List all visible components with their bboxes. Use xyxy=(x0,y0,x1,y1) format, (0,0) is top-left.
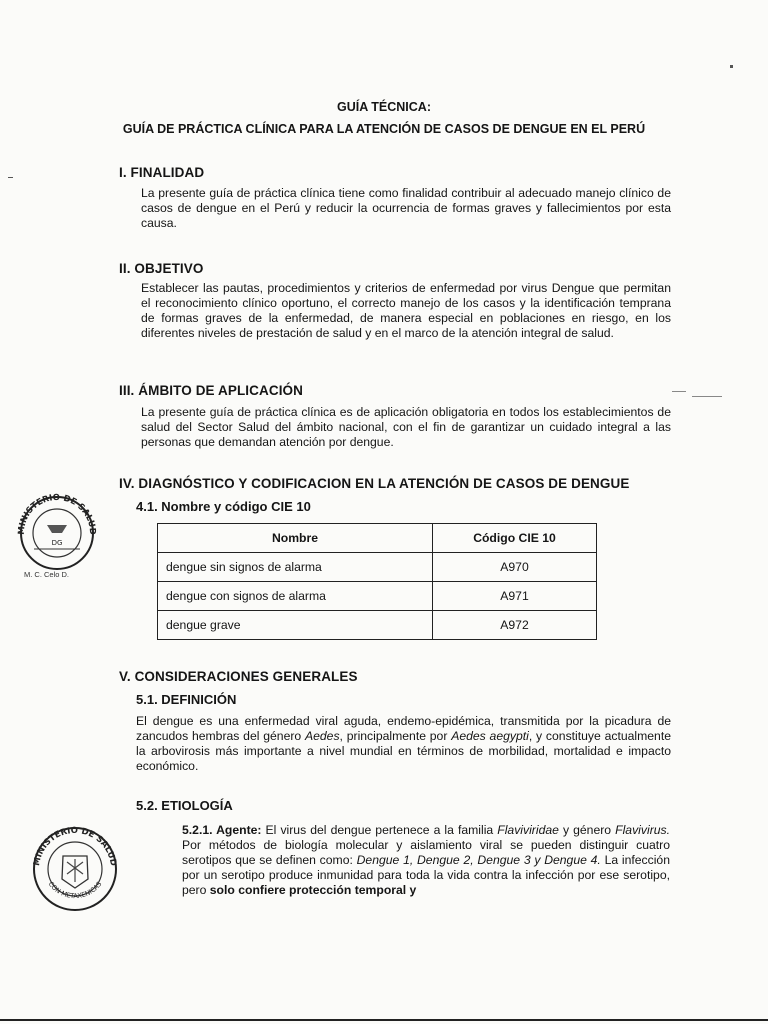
table-cell-nombre: dengue grave xyxy=(158,611,433,640)
scan-speck xyxy=(8,177,13,178)
paragraph-finalidad: La presente guía de práctica clínica tiene como finalidad contribuir al adecuado manejo clínico de casos de dengue en el Perú y reducir la ocurrencia de formas graves y fallecimientos por esta causa. xyxy=(141,186,671,231)
stamp-top-center-text: DG xyxy=(51,539,63,547)
scan-bottom-edge xyxy=(0,1019,768,1021)
paragraph-ambito: La presente guía de práctica clínica es de aplicación obligatoria en todos los establecimientos de salud del Sector Salud del ámbito nacional, con el fin de garantizar un cuidado integral a las personas que demandan atención por dengue. xyxy=(141,405,671,450)
table-row xyxy=(158,553,597,582)
ministry-seal-stamp-top xyxy=(14,493,100,571)
table-cell-codigo: A970 xyxy=(433,553,597,582)
section-heading-diagnostico: IV. DIAGNÓSTICO Y CODIFICACION EN LA ATENCIÓN DE CASOS DE DENGUE xyxy=(119,476,630,491)
paragraph-objetivo: Establecer las pautas, procedimientos y criterios de enfermedad por virus Dengue que permitan el reconocimiento clínico oportuno, el correcto manejo de los casos y la identificación temprana de formas graves de la enfermedad, de manera especial en poblaciones en riesgo, en los diferentes niveles de prestación de salud y en el marco de la atención integral de salud. xyxy=(141,281,671,341)
paragraph-definicion xyxy=(136,714,671,774)
agente-label: 5.2.1. Agente: xyxy=(182,823,262,837)
stamp-top-outer-text: MINISTERIO DE SALUD xyxy=(16,493,98,536)
section-heading-consideraciones: V. CONSIDERACIONES GENERALES xyxy=(119,669,358,684)
table-row xyxy=(158,582,597,611)
section-heading-ambito: III. ÁMBITO DE APLICACIÓN xyxy=(119,383,304,398)
svg-text:CON METAXENICAS xyxy=(47,880,104,900)
table-header-codigo: Código CIE 10 xyxy=(433,524,597,553)
stamp-caption: M. C. Celo D. xyxy=(24,570,70,579)
scan-speck xyxy=(672,391,686,392)
subheading-nombre-codigo: 4.1. Nombre y código CIE 10 xyxy=(136,499,311,514)
definicion-text-part: , principalmente por xyxy=(339,729,452,744)
definicion-text-part: El dengue es una enfermedad viral aguda, endemo-epidémica, transmitida por la picadura de zancudos hembras del género xyxy=(136,714,671,744)
species-name: Aedes aegypti xyxy=(451,729,529,744)
table-cell-nombre: dengue con signos de alarma xyxy=(158,582,433,611)
family-name: Flaviviridae xyxy=(497,823,559,837)
section-heading-finalidad: I. FINALIDAD xyxy=(119,165,205,180)
table-header-row xyxy=(158,524,597,553)
scan-speck xyxy=(692,396,722,397)
section-heading-objetivo: II. OBJETIVO xyxy=(119,261,204,276)
doc-title-line1: GUÍA TÉCNICA: xyxy=(337,100,431,114)
table-cell-nombre: dengue sin signos de alarma xyxy=(158,553,433,582)
paragraph-agente xyxy=(182,823,670,898)
ministry-seal-stamp-bottom xyxy=(30,824,120,914)
genus-name: Aedes xyxy=(304,729,340,744)
agente-text-part: El virus del dengue pertenece a la familia xyxy=(261,823,498,837)
agente-text-part: Por métodos de biología molecular y aislamiento viral se pueden distinguir cuatro serotipos que se definen como: xyxy=(182,838,670,868)
stamp-bottom-outer-text: MINISTERIO DE SALUD xyxy=(31,825,118,867)
doc-title-line2: GUÍA DE PRÁCTICA CLÍNICA PARA LA ATENCIÓN DE CASOS DE DENGUE EN EL PERÚ xyxy=(122,122,646,136)
agente-bold-text: solo confiere protección temporal y xyxy=(209,883,417,898)
table-header-nombre: Nombre xyxy=(158,524,433,553)
table-cell-codigo: A971 xyxy=(433,582,597,611)
scan-speck xyxy=(730,65,733,68)
table-row xyxy=(158,611,597,640)
agente-text-part: y género xyxy=(558,823,616,837)
stamp-bottom-lower-text: CON METAXENICAS xyxy=(46,880,104,901)
table-cell-codigo: A972 xyxy=(433,611,597,640)
serotype-list: Dengue 1, Dengue 2, Dengue 3 y Dengue 4. xyxy=(356,853,601,868)
subheading-etiologia: 5.2. ETIOLOGÍA xyxy=(136,798,233,813)
genus-name: Flavivirus. xyxy=(615,823,671,837)
cie10-table xyxy=(157,523,597,640)
definicion-text-part: , y constituye actualmente la arbovirosis más importante a nivel mundial en términos de morbilidad, mortalidad e impacto económico. xyxy=(136,729,671,774)
subheading-definicion: 5.1. DEFINICIÓN xyxy=(136,692,237,707)
agente-text-part: La infección por un serotipo produce inmunidad para toda la vida contra la infección por ese serotipo, pero xyxy=(182,853,670,898)
